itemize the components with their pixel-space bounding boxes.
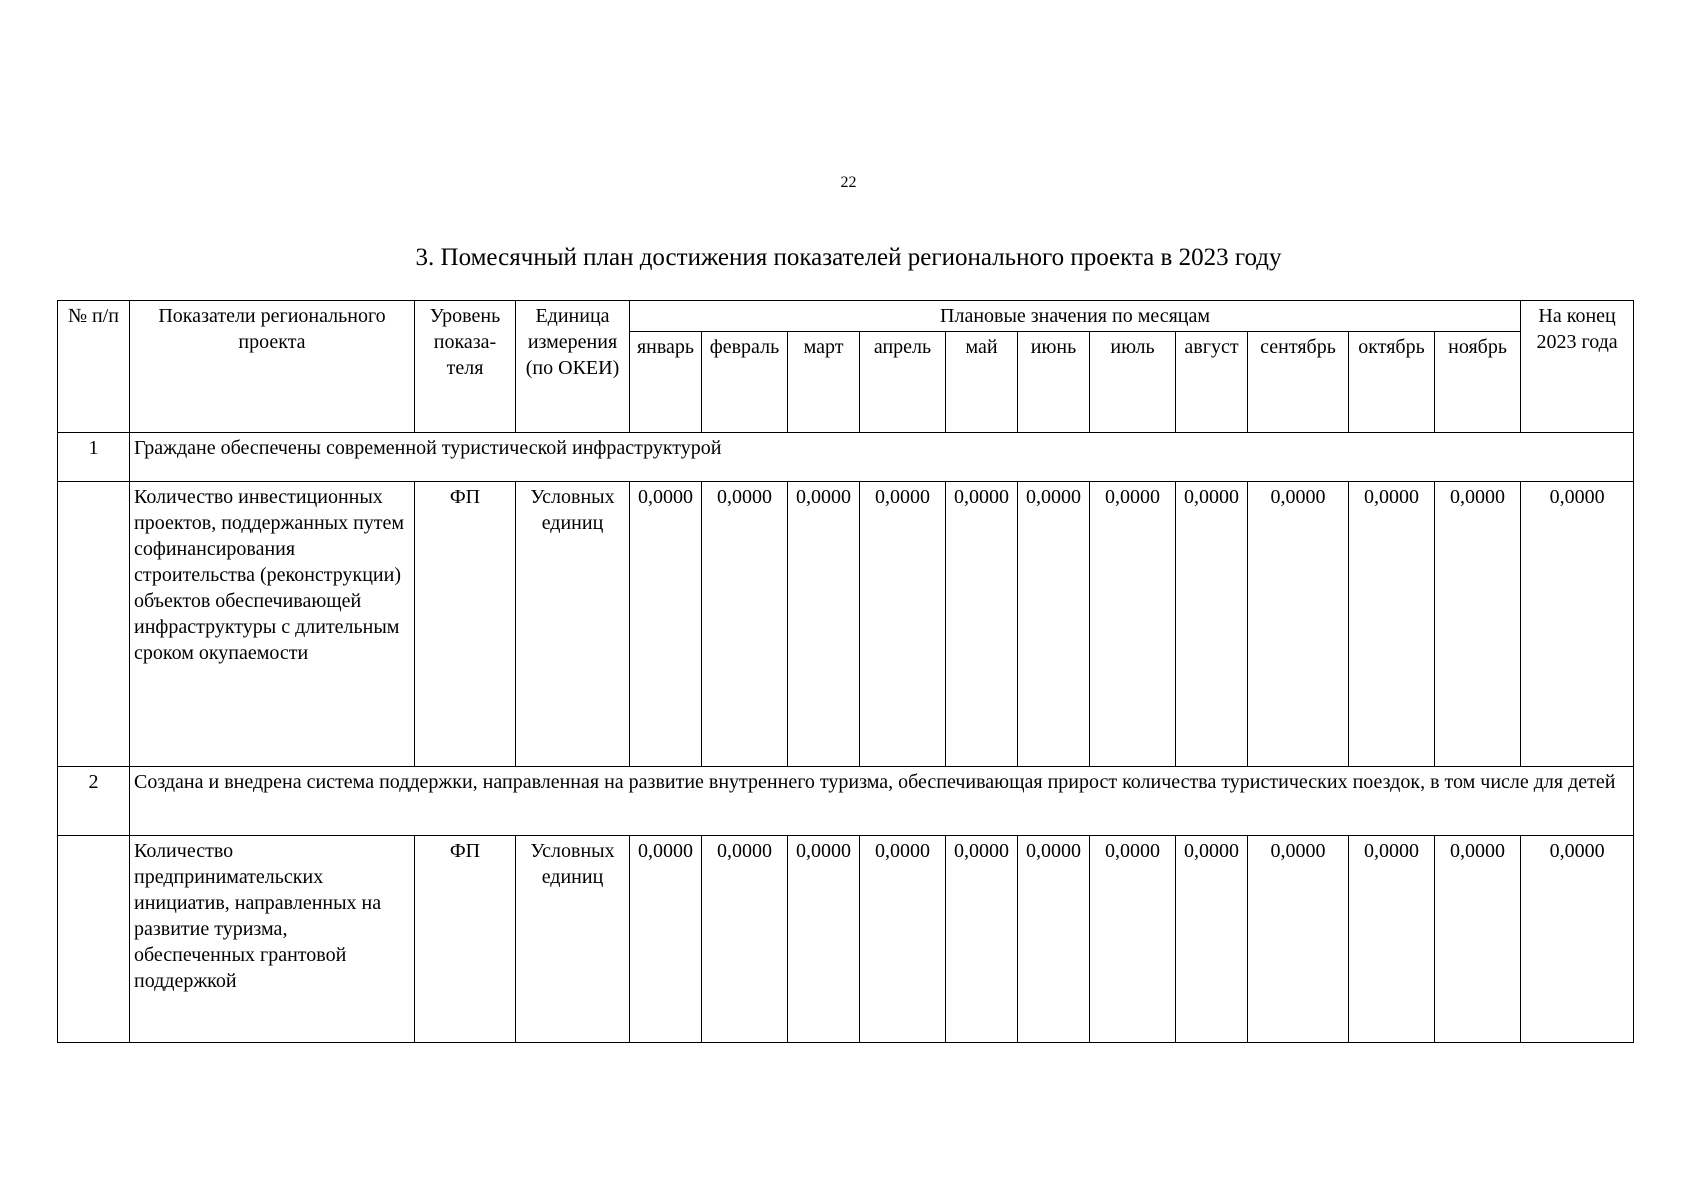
month-value: 0,0000 <box>702 836 788 1043</box>
month-value: 0,0000 <box>1349 836 1435 1043</box>
month-value: 0,0000 <box>1018 482 1090 767</box>
monthly-plan-table <box>57 300 1634 1043</box>
header-indicator: Показатели регионального проекта <box>130 301 415 433</box>
header-level: Уровень показа-теля <box>415 301 516 433</box>
month-value: 0,0000 <box>1018 836 1090 1043</box>
month-value: 0,0000 <box>1176 836 1248 1043</box>
indicator-name: Количество предпринимательских инициатив, направленных на развитие туризма, обеспеченных грантовой поддержкой <box>130 836 415 1043</box>
month-value: 0,0000 <box>630 482 702 767</box>
document-title: 3. Помесячный план достижения показателей регионального проекта в 2023 году <box>415 244 1282 271</box>
month-value: 0,0000 <box>946 482 1018 767</box>
month-value: 0,0000 <box>1248 836 1349 1043</box>
section-row <box>58 433 1634 482</box>
header-month: май <box>946 332 1018 433</box>
month-value: 0,0000 <box>1435 482 1521 767</box>
header-planned: Плановые значения по месяцам <box>630 301 1521 332</box>
header-month: октябрь <box>1349 332 1435 433</box>
header-num: № п/п <box>58 301 130 433</box>
section-title: Граждане обеспечены современной туристической инфраструктурой <box>130 433 1634 482</box>
month-value: 0,0000 <box>788 482 860 767</box>
row-num-empty <box>58 836 130 1043</box>
month-value: 0,0000 <box>1435 836 1521 1043</box>
month-value: 0,0000 <box>1349 482 1435 767</box>
header-unit: Единица измерения (по ОКЕИ) <box>516 301 630 433</box>
month-value: 0,0000 <box>630 836 702 1043</box>
indicator-name: Количество инвестиционных проектов, поддержанных путем софинансирования строительства (реконструкции) объектов обеспечивающей инфраструктуры с длительным сроком окупаемости <box>130 482 415 767</box>
header-month: сентябрь <box>1248 332 1349 433</box>
header-month: август <box>1176 332 1248 433</box>
indicator-unit: Условных единиц <box>516 482 630 767</box>
month-value: 0,0000 <box>1248 482 1349 767</box>
header-month: июль <box>1090 332 1176 433</box>
month-value: 0,0000 <box>1090 482 1176 767</box>
page-number: 22 <box>840 174 857 191</box>
table-row <box>58 836 1634 1043</box>
section-num: 1 <box>58 433 130 482</box>
month-value: 0,0000 <box>946 836 1018 1043</box>
header-month: январь <box>630 332 702 433</box>
section-title: Создана и внедрена система поддержки, направленная на развитие внутреннего туризма, обеспечивающая прирост количества туристических поездок, в том числе для детей <box>130 767 1634 836</box>
header-month: июнь <box>1018 332 1090 433</box>
month-value: 0,0000 <box>702 482 788 767</box>
month-value: 0,0000 <box>1176 482 1248 767</box>
month-value: 0,0000 <box>788 836 860 1043</box>
end-value: 0,0000 <box>1521 836 1634 1043</box>
indicator-unit: Условных единиц <box>516 836 630 1043</box>
end-value: 0,0000 <box>1521 482 1634 767</box>
header-month: ноябрь <box>1435 332 1521 433</box>
header-month: март <box>788 332 860 433</box>
section-num: 2 <box>58 767 130 836</box>
header-month: февраль <box>702 332 788 433</box>
section-row <box>58 767 1634 836</box>
header-month: апрель <box>860 332 946 433</box>
month-value: 0,0000 <box>860 836 946 1043</box>
row-num-empty <box>58 482 130 767</box>
table-row <box>58 482 1634 767</box>
header-row <box>58 301 1634 332</box>
indicator-level: ФП <box>415 836 516 1043</box>
month-value: 0,0000 <box>860 482 946 767</box>
month-value: 0,0000 <box>1090 836 1176 1043</box>
indicator-level: ФП <box>415 482 516 767</box>
header-end: На конец 2023 года <box>1521 301 1634 433</box>
